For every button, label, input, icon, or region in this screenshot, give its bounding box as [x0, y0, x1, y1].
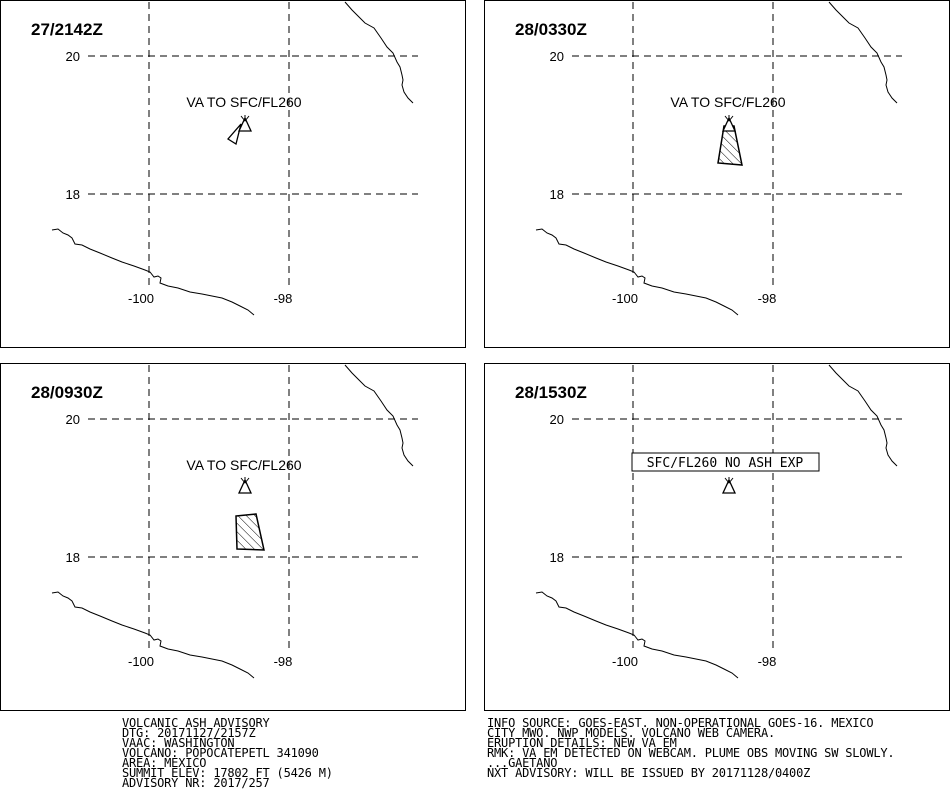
latitude-label: 20 — [549, 412, 564, 427]
volcano-icon — [723, 115, 735, 131]
latitude-label: 20 — [65, 49, 80, 64]
advisory-info-right — [487, 718, 894, 778]
panel-time-label: 27/2142Z — [31, 20, 103, 39]
coastline-gulf — [345, 365, 413, 466]
va-label: VA TO SFC/FL260 — [186, 457, 302, 473]
va-label: VA TO SFC/FL260 — [670, 94, 786, 110]
advisory-line: ...GAETANO — [487, 756, 558, 770]
coastline-gulf — [345, 2, 413, 103]
va-label: VA TO SFC/FL260 — [186, 94, 302, 110]
coastline-gulf — [829, 2, 897, 103]
coastline-gulf — [829, 365, 897, 466]
advisory-line: ADVISORY NR: 2017/257 — [122, 776, 270, 790]
map-panel — [485, 1, 950, 348]
latitude-label: 18 — [549, 187, 564, 202]
ash-cloud-polygon — [236, 514, 264, 550]
advisory-line: AREA: MEXICO — [122, 756, 207, 770]
advisory-line: INFO SOURCE: GOES-EAST. NON-OPERATIONAL GOES-16. MEXICO — [487, 716, 874, 730]
longitude-label: -98 — [273, 291, 293, 306]
latitude-label: 18 — [65, 187, 80, 202]
volcano-icon — [239, 115, 251, 131]
longitude-label: -100 — [127, 654, 155, 669]
map-panel — [1, 364, 466, 711]
advisory-line: VOLCANIC ASH ADVISORY — [122, 716, 270, 730]
volcano-icon — [723, 477, 735, 493]
latitude-label: 20 — [549, 49, 564, 64]
map-panel — [485, 364, 950, 711]
ash-cloud-polygon — [228, 124, 241, 144]
longitude-label: -98 — [757, 291, 777, 306]
volcano-icon — [239, 477, 251, 493]
longitude-label: -98 — [273, 654, 293, 669]
advisory-line: ERUPTION DETAILS: NEW VA EM — [487, 736, 677, 750]
panel-time-label: 28/0330Z — [515, 20, 587, 39]
longitude-label: -100 — [611, 291, 639, 306]
map-panel — [1, 1, 466, 348]
advisory-line: DTG: 20171127/2157Z — [122, 726, 256, 740]
longitude-label: -100 — [127, 291, 155, 306]
panel-time-label: 28/0930Z — [31, 383, 103, 402]
advisory-line: VOLCANO: POPOCATEPETL 341090 — [122, 746, 319, 760]
advisory-line: RMK: VA EM DETECTED ON WEBCAM. PLUME OBS MOVING SW SLOWLY. — [487, 746, 895, 760]
panel-time-label: 28/1530Z — [515, 383, 587, 402]
advisory-line: CITY MWO. NWP MODELS. VOLCANO WEB CAMERA. — [487, 726, 776, 740]
ash-cloud-polygon — [718, 126, 742, 165]
longitude-label: -98 — [757, 654, 777, 669]
latitude-label: 18 — [549, 550, 564, 565]
advisory-info-left — [122, 718, 333, 788]
longitude-label: -100 — [611, 654, 639, 669]
latitude-label: 18 — [65, 550, 80, 565]
advisory-line: SUMMIT ELEV: 17802 FT (5426 M) — [122, 766, 333, 780]
forecast-label: SFC/FL260 NO ASH EXP — [646, 456, 804, 471]
advisory-line: NXT ADVISORY: WILL BE ISSUED BY 20171128/0400Z — [487, 766, 811, 780]
latitude-label: 20 — [65, 412, 80, 427]
advisory-line: VAAC: WASHINGTON — [122, 736, 235, 750]
